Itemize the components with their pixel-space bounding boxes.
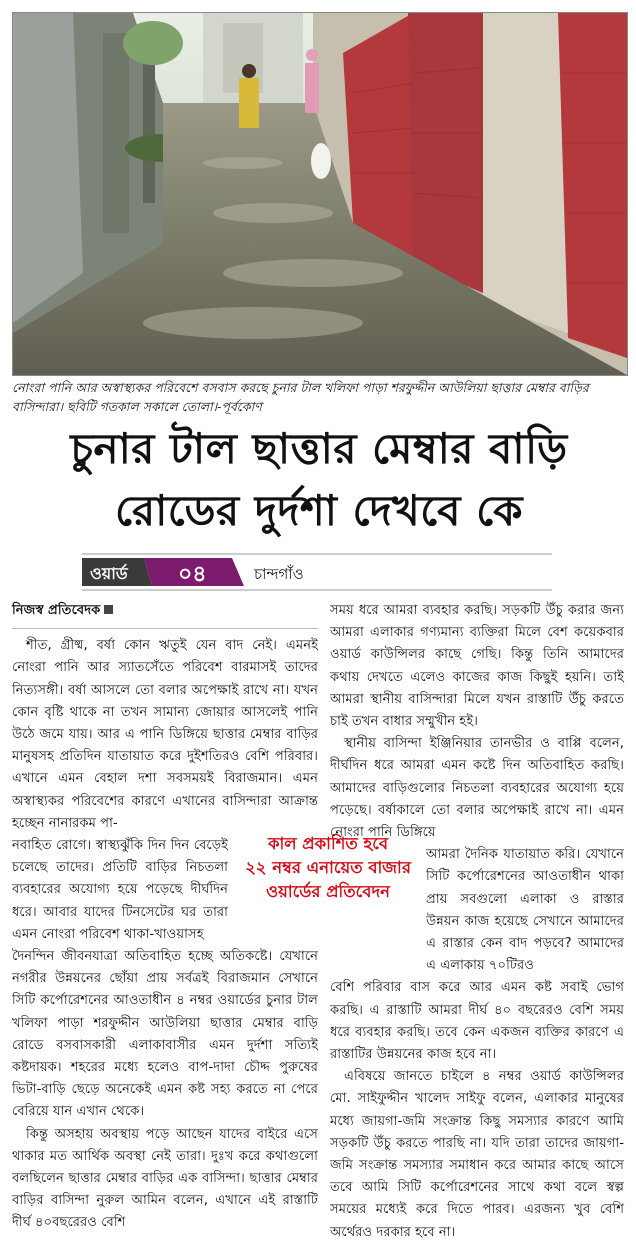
photo-caption: নোংরা পানি আর অস্বাস্থ্যকর পরিবেশে বসবাস করছে চুনার টাল খলিফা পাড়া শরফুদ্দীন আউলিয়া ছাত্তার মেম্বার বাড়ির বাসিন্দারা। ছবিটি গতকাল সকালে তোলা।-পূর্বকোণ: [12, 380, 589, 414]
promo-line-2: ২২ নম্বর এনায়েত বাজার: [245, 858, 411, 877]
headline-line-2: রোডের দুর্দশা দেখবে কে: [114, 486, 524, 535]
flooded-alley-photo: [13, 13, 627, 375]
byline-divider: [12, 628, 318, 629]
col1-paragraph-1: শীত, গ্রীষ্ম, বর্ষা কোন ঋতুই যেন বাদ নেই। এমনই নোংরা পানি আর স্যাতসেঁতে পরিবেশ বারমাসই তাদের নিত্যসঙ্গী। বর্ষা আসলে তো বলার অপেক্ষাই রাখে না। যখন কোন বৃষ্টি থাকে না তখন সামান্য জোয়ার আসলেই পানি উঠে জমে যায়। আর এ পানি ডিঙ্গিয়ে ছাত্তার মেম্বার বাড়ির মানুষসহ প্রতিদিন যাতায়াত করে দুইশতিরও বেশি পরিবার। এখানে এমন বেহাল দশা সবসময়ই বিরাজমান। এমন অস্বাস্থ্যকর পরিবেশের কারণে এখানের বাসিন্দারা আক্রান্ত হচ্ছেন নানারকম পা-: [12, 638, 318, 831]
promo-line-1: কাল প্রকাশিত হবে: [267, 834, 389, 853]
article-column-1: [12, 600, 318, 1235]
col1-paragraph-1-wrap: নবাহিত রোগে। স্বাস্থ্যঝুঁকি দিন দিন বেড়েই চলেছে তাদের। প্রতিটি বাড়ির নিচতলা ব্যবহারের অযোগ্য হয়ে পড়েছে দীর্ঘদিন ধরে। আবার যাদের টিনসেটের ঘর তারা এমন নোংরা পরিবেশ থাকা-খাওয়াসহ: [12, 838, 228, 942]
col1-paragraph-1-cont: দৈনন্দিন জীবনযাত্রা অতিবাহিত হচ্ছে অতিকষ্টে। যেখানে নগরীর উন্নয়নের ছোঁয়া প্রায় সর্বত্রই বিরাজমান সেখানে সিটি কর্পোরেশনের আওতাধীন ৪ নম্বর ওয়ার্ডের চুনার টাল খলিফা পাড়া শরফুদ্দীন আউলিয়া ছাত্তার মেম্বার বাড়ি রোডে বসবাসকারী এলাকাবাসীর এমন দুর্দশা সত্যিই কষ্টদায়ক। শহরের মধ্যে হলেও বাপ-দাদা চৌদ্দ পুরুষের ভিটা-বাড়ি ছেড়ে অনেকেই এমন কষ্ট সহ্য করতে না পেরে বেরিয়ে যান এখান থেকে।: [12, 949, 318, 1120]
square-bullet-icon: [104, 605, 113, 614]
headline: [12, 418, 626, 542]
col2-paragraph-1: সময় ধরে আমরা ব্যবহার করছি। সড়কটি উঁচু করার জন্য আমরা এলাকার গণ্যমান্য ব্যক্তিরা মিলে বেশ কয়েকবার ওয়ার্ড কাউন্সিলর কাছে গেছি। কিন্তু তিনি আমাদের কথায় দেখতে এলেও কাজের কাজ কিছুই হয়নি। তাই আমরা স্থানীয় বাসিন্দারা মিলে যখন রাস্তাটি উঁচু করতে চাই তখন বাধার সম্মুখীন হই।: [330, 603, 624, 730]
article-column-2: [330, 600, 624, 1244]
promo-line-3: ওয়ার্ডের প্রতিবেদন: [266, 882, 390, 901]
ward-number: ০৪: [178, 562, 207, 587]
col1-paragraph-2: কিন্তু অসহায় অবস্থায় পড়ে আছেন যাদের বাইরে এসে থাকার মত আর্থিক অবস্থা নেই তারা। দুঃখ করে কথাগুলো বলছিলেন ছাত্তার মেম্বার বাড়ির এক বাসিন্দা। ছাত্তার মেম্বার বাড়ির বাসিন্দা নুরুল আমিন বলেন, এখানে এই রাস্তাটি দীর্ঘ ৪০বছরেরও বেশি: [12, 1126, 318, 1231]
ward-banner: [82, 552, 552, 592]
headline-line-1: চুনার টাল ছাত্তার মেম্বার বাড়ি: [70, 424, 568, 473]
col2-paragraph-2-wrap: আমরা দৈনিক যাতায়াত করি। যেখানে সিটি কর্পোরেশনের আওতাধীন থাকা প্রায় সবগুলো এলাকা ও রাস্তার উন্নয়ন কাজ হয়েছে সেখানে আমাদের এ রাস্তার কেন বাদ পড়বে? আমাদের এ এলাকায় ৭০টিরও: [426, 847, 624, 974]
col2-paragraph-3: এবিষয়ে জানতে চাইলে ৪ নম্বর ওয়ার্ড কাউন্সিলর মো. সাইফুদ্দীন খালেদ সাইফু বলেন, এলাকার মানুষের মধ্যে জায়গা-জমি সংক্রান্ত কিছু সমস্যার কারণে আমি সড়কটি উঁচু করতে পারছি না। যদি তারা তাদের জায়গা-জমি সংক্রান্ত সমস্যার সমাধান করে আমার কাছে আসে তবে আমি সিটি কর্পোরেশনের সাথে কথা বলে স্বল্প সময়ের মধ্যেই করে দিতে পারব। এরজন্য খুব বেশি অর্থেরও দরকার হবে না।: [330, 1069, 624, 1240]
col2-paragraph-2-cont: বেশি পরিবার বাস করে আর এমন কষ্ট সবাই ভোগ করছি। এ রাস্তাটি আমরা দীর্ঘ ৪০ বছরেরও বেশি সময় ধরে ব্যবহার করছি। তবে কেন একজন ব্যক্তির কারণে এ রাস্তাটির উন্নয়নের কাজ হবে না।: [330, 980, 624, 1063]
news-photo: [12, 12, 628, 376]
reporter-byline: [12, 600, 318, 622]
col2-paragraph-2: স্থানীয় বাসিন্দা ইঞ্জিনিয়ার তানভীর ও বাপ্পি বলেন, দীর্ঘদিন ধরে আমরা এমন কষ্টে দিন অতিবাহিত করছি। আমাদের বাড়িগুলোর নিচতলা ব্যবহারের অযোগ্য হয়ে পড়েছে। বর্ষাকালে তো বলার অপেক্ষাই রাখে না। এমন নোংরা পানি ডিঙ্গিয়ে: [330, 736, 624, 841]
ward-label: ওয়ার্ড: [90, 564, 128, 583]
ward-area: চান্দগাঁও: [254, 565, 304, 583]
reporter-name: নিজস্ব প্রতিবেদক: [12, 603, 101, 618]
